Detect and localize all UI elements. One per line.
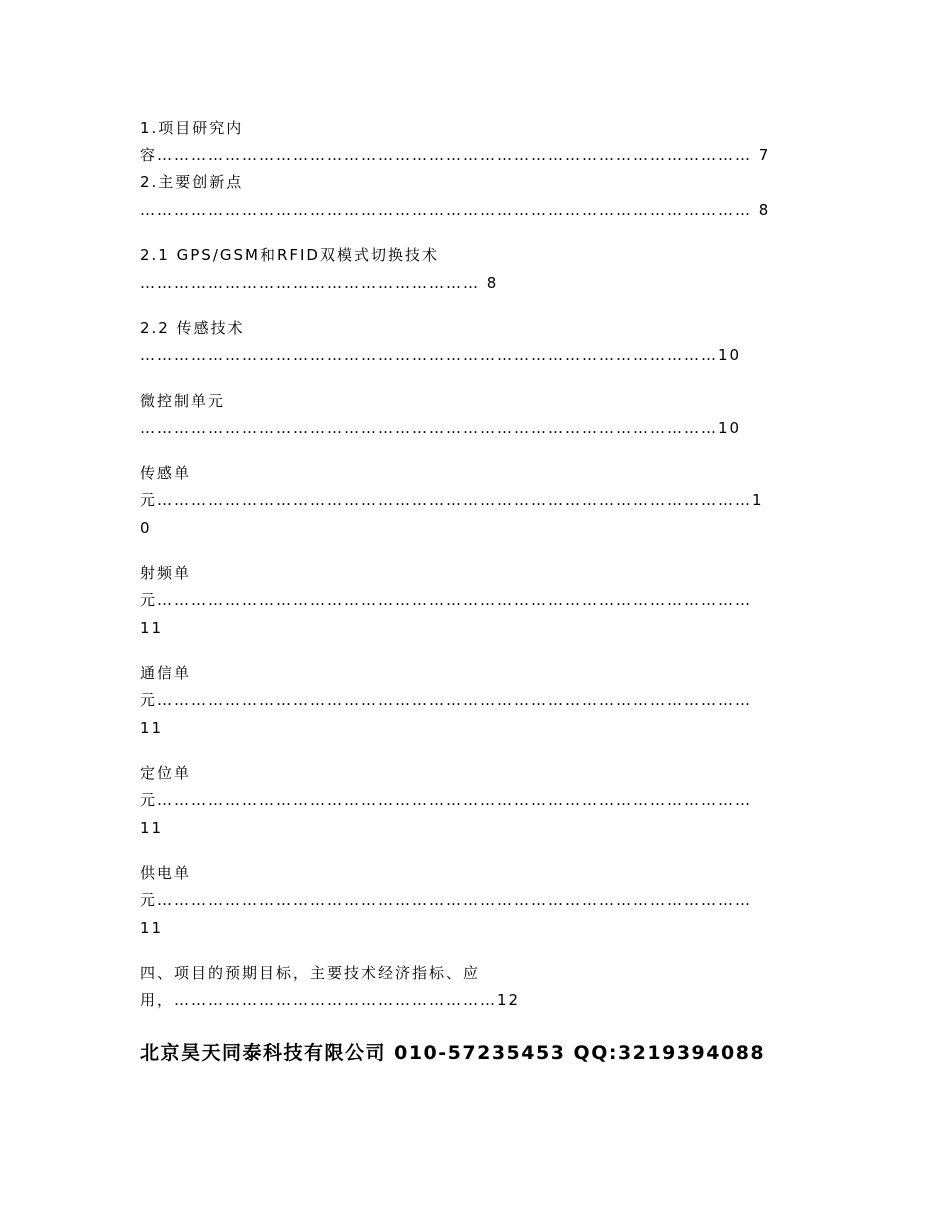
toc-entry-title: 供电单 (140, 864, 192, 882)
toc-entry-leader: 用，…………………………………………………12 (140, 991, 521, 1009)
toc-entry-leader: ……………………………………………………………………………………………… 8 (140, 201, 771, 219)
toc-entry-title: 定位单 (140, 764, 192, 782)
toc-entry-page: 11 (140, 719, 164, 737)
toc-entry-page: 11 (140, 919, 164, 937)
toc-entry-title: 射频单 (140, 564, 192, 582)
toc-entry-title: 2.主要创新点 (140, 173, 244, 191)
toc-entry-title: 1.项目研究内 (140, 119, 244, 137)
toc-entry-leader: 元…………………………………………………………………………………………… (140, 691, 753, 709)
toc-entry-leader: 元…………………………………………………………………………………………… (140, 591, 753, 609)
toc-entry-leader: 元…………………………………………………………………………………………… (140, 791, 753, 809)
toc-entry-page: 0 (140, 519, 152, 537)
company-footer: 北京昊天同泰科技有限公司 010-57235453 QQ:3219394088 (140, 1042, 766, 1064)
toc-entry-leader: 元…………………………………………………………………………………………… (140, 891, 753, 909)
toc-entry-title: 2.2 传感技术 (140, 319, 245, 337)
toc-entry-leader: 元……………………………………………………………………………………………1 (140, 491, 764, 509)
toc-entry-title: 传感单 (140, 464, 192, 482)
toc-entry-leader: …………………………………………………… 8 (140, 274, 499, 292)
toc-entry-page: 11 (140, 619, 164, 637)
toc-entry-title: 四、项目的预期目标，主要技术经济指标、应 (140, 964, 481, 982)
toc-entry-title: 微控制单元 (140, 392, 226, 410)
toc-entry-title: 2.1 GPS/GSM和RFID双模式切换技术 (140, 246, 439, 264)
toc-entry-title: 通信单 (140, 664, 192, 682)
toc-entry-leader: 容…………………………………………………………………………………………… 7 (140, 146, 771, 164)
toc-entry-leader: …………………………………………………………………………………………10 (140, 419, 742, 437)
toc-entry-leader: …………………………………………………………………………………………10 (140, 346, 742, 364)
toc-entry-page: 11 (140, 819, 164, 837)
